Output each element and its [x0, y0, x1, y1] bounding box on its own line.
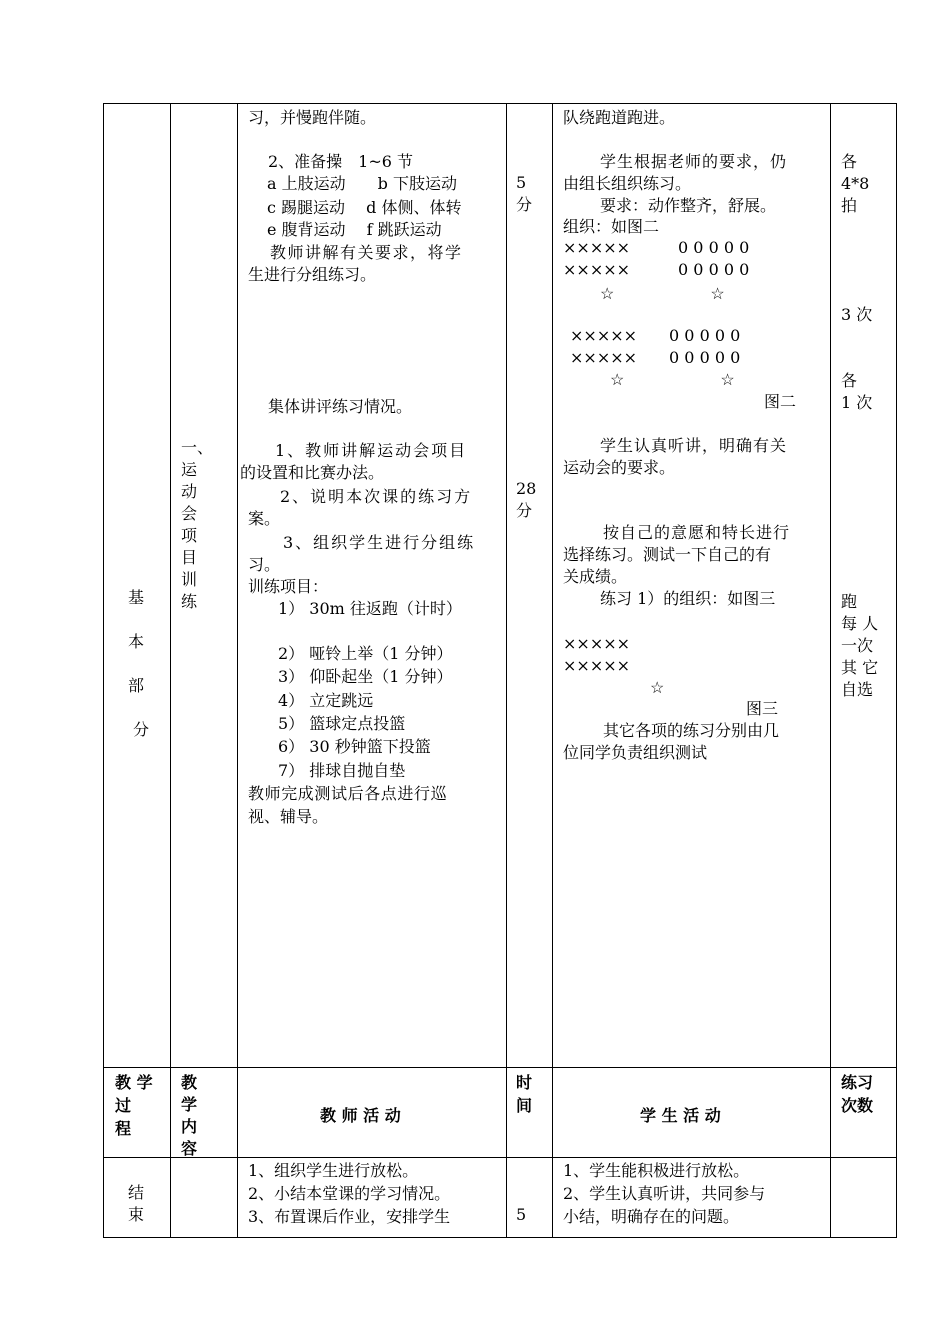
formation-row: ×××××: [563, 634, 631, 653]
student-line: 选择练习。测试一下自己的有: [563, 545, 772, 564]
student-line: 队绕跑道跑进。: [563, 108, 676, 127]
student-line: 练习 1）的组织：如图三: [600, 589, 776, 608]
content-char: 运: [181, 460, 198, 479]
header-content: 学: [181, 1095, 198, 1114]
time-unit: 分: [516, 501, 533, 520]
grid-line: [103, 103, 104, 1238]
header-content: 容: [181, 1139, 198, 1158]
teacher-line: 2、准备操 1~6 节: [268, 152, 414, 171]
section-char: 基: [128, 588, 145, 607]
teacher-line: a 上肢运动 b 下肢运动: [267, 174, 457, 193]
section-char: 分: [133, 720, 150, 739]
formation-row: ☆ ☆: [600, 284, 725, 303]
teacher-line: c 踢腿运动 d 体侧、体转: [267, 198, 462, 217]
reps-text: 其 它: [841, 658, 879, 677]
student-line: 运动会的要求。: [563, 458, 676, 477]
ending-student-line: 2、学生认真听讲，共同参与: [563, 1184, 766, 1203]
ending-student-line: 1、学生能积极进行放松。: [563, 1161, 750, 1180]
content-char: 动: [181, 482, 198, 501]
figure-caption: 图二: [764, 392, 797, 411]
header-student: 学 生 活 动: [640, 1106, 721, 1125]
content-char: 项: [181, 526, 198, 545]
reps-text: 各: [841, 371, 858, 390]
teacher-line: 1、教师讲解运动会项目: [275, 441, 468, 460]
ending-teacher-line: 1、组织学生进行放松。: [248, 1161, 419, 1180]
header-time: 间: [516, 1096, 533, 1115]
training-item: 6） 30 秒钟篮下投篮: [278, 737, 431, 756]
reps-text: 拍: [841, 196, 858, 215]
teacher-line: 视、辅导。: [248, 807, 329, 826]
reps-text: 一次: [841, 636, 874, 655]
grid-line: [830, 103, 831, 1238]
header-process: 教 学: [115, 1073, 153, 1092]
content-char: 一、: [181, 438, 214, 457]
formation-row: ××××× 0 0 0 0 0: [563, 238, 750, 257]
student-line: 学生认真听讲，明确有关: [600, 436, 788, 455]
teacher-line: e 腹背运动 f 跳跃运动: [267, 220, 442, 239]
training-item: 2） 哑铃上举（1 分钟）: [278, 644, 453, 663]
ending-time: 5: [516, 1205, 527, 1224]
grid-line: [103, 103, 897, 104]
formation-row: ☆ ☆: [610, 370, 735, 389]
ending-teacher-line: 3、布置课后作业，安排学生: [248, 1207, 451, 1226]
header-reps: 练习: [841, 1073, 874, 1092]
training-item: 1） 30m 往返跑（计时）: [278, 599, 462, 618]
student-line: 其它各项的练习分别由几: [603, 721, 780, 740]
content-char: 练: [181, 592, 198, 611]
header-time: 时: [516, 1073, 533, 1092]
section-char: 本: [128, 632, 145, 651]
teacher-line: 的设置和比赛办法。: [240, 463, 385, 482]
teacher-line: 3、组织学生进行分组练: [283, 533, 476, 552]
reps-text: 4*8: [841, 174, 870, 193]
reps-text: 3 次: [841, 305, 873, 324]
teacher-line: 集体讲评练习情况。: [268, 397, 413, 416]
student-line: 学生根据老师的要求，仍: [600, 152, 788, 171]
content-char: 目: [181, 548, 198, 567]
header-reps: 次数: [841, 1096, 874, 1115]
figure-caption: 图三: [746, 699, 779, 718]
grid-line: [552, 103, 553, 1238]
teacher-line: 2、说明本次课的练习方: [280, 487, 473, 506]
student-line: 由组长组织练习。: [563, 174, 692, 193]
training-item: 4） 立定跳远: [278, 691, 374, 710]
header-process: 过: [115, 1096, 132, 1115]
reps-text: 自选: [841, 680, 874, 699]
formation-row: ×××××: [563, 656, 631, 675]
training-item: 5） 篮球定点投篮: [278, 714, 406, 733]
student-line: 组织：如图二: [563, 217, 660, 236]
formation-row: ××××× 0 0 0 0 0: [570, 326, 741, 345]
content-char: 会: [181, 504, 198, 523]
teacher-line: 生进行分组练习。: [248, 265, 377, 284]
grid-line: [103, 1237, 897, 1238]
training-item: 7） 排球自抛自垫: [278, 761, 406, 780]
reps-text: 跑: [841, 592, 858, 611]
header-content: 内: [181, 1117, 198, 1136]
content-char: 训: [181, 570, 198, 589]
ending-teacher-line: 2、小结本堂课的学习情况。: [248, 1184, 451, 1203]
teacher-line: 案。: [248, 509, 281, 528]
grid-line: [896, 103, 897, 1238]
student-line: 要求：动作整齐，舒展。: [600, 196, 777, 215]
grid-line: [237, 103, 238, 1238]
grid-line: [103, 1157, 897, 1158]
ending-student-line: 小结，明确存在的问题。: [563, 1207, 740, 1226]
teacher-line: 习，并慢跑伴随。: [248, 108, 377, 127]
ending-label: 结: [128, 1183, 145, 1202]
reps-text: 1 次: [841, 393, 873, 412]
teacher-line: 教师完成测试后各点进行巡: [248, 784, 448, 803]
header-content: 教: [181, 1073, 198, 1092]
student-line: 按自己的意愿和特长进行: [603, 523, 791, 542]
grid-line: [103, 1067, 897, 1068]
section-char: 部: [128, 676, 145, 695]
training-item: 3） 仰卧起坐（1 分钟）: [278, 667, 453, 686]
formation-row: ☆: [650, 678, 665, 697]
reps-text: 各: [841, 152, 858, 171]
teacher-line: 训练项目：: [248, 577, 329, 596]
grid-line: [506, 103, 507, 1238]
student-line: 位同学负责组织测试: [563, 743, 708, 762]
header-teacher: 教 师 活 动: [320, 1106, 401, 1125]
formation-row: ××××× 0 0 0 0 0: [563, 260, 750, 279]
teacher-line: 习。: [248, 555, 281, 574]
reps-text: 每 人: [841, 614, 879, 633]
student-line: 关成绩。: [563, 567, 628, 586]
header-process: 程: [115, 1119, 132, 1138]
time-value: 5: [516, 173, 527, 192]
time-value: 28: [516, 479, 537, 498]
time-unit: 分: [516, 195, 533, 214]
formation-row: ××××× 0 0 0 0 0: [570, 348, 741, 367]
teacher-line: 教师讲解有关要求，将学: [270, 243, 463, 262]
ending-label: 束: [128, 1205, 145, 1224]
grid-line: [170, 103, 171, 1238]
